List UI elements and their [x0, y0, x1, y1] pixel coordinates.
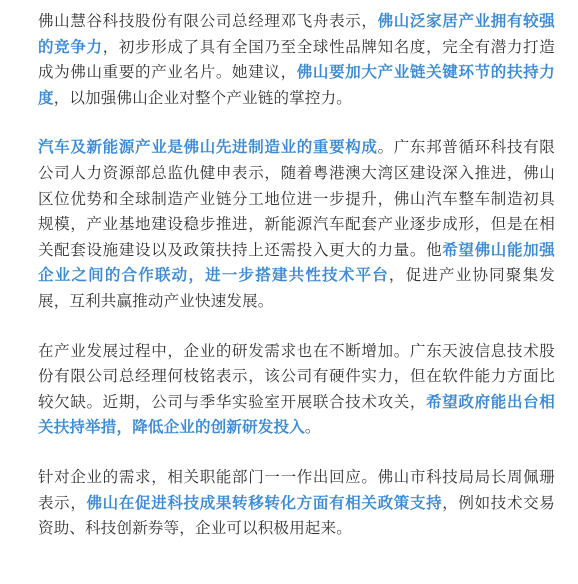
- text-segment: 针对企业的需求，相关职能部门一一作出回应。佛山市科技局局长周佩珊表示，: [38, 467, 555, 512]
- highlighted-text: 佛山要加大产业链关键环节的扶持力度: [38, 63, 555, 107]
- text-segment: ，促进产业协同聚集发展，互利共赢推动产业快速发展。: [38, 266, 555, 310]
- paragraph-2: [38, 135, 555, 314]
- text-segment: 佛山慧谷科技股份有限公司总经理邓飞舟表示，: [38, 12, 378, 30]
- paragraph-3: [38, 339, 555, 441]
- paragraph-4: [38, 465, 555, 542]
- text-segment: 。广东邦普循环科技有限公司人力资源部总监仇健申表示，随着粤港澳大湾区建设深入推进，佛山区位优势和全球制造产业链分工地位进一步提升，佛山汽车整车制造初具规模，产业基地建设稳步推进，新能源汽车配套产业逐步成形，但是在相关配套设施建设以及政策扶持上还需投入更大的力量。他: [38, 138, 556, 259]
- highlighted-text: 希望佛山能加强企业之间的合作联动，进一步搭建共性技术平台: [38, 240, 555, 285]
- text-segment: 。: [304, 418, 321, 437]
- highlighted-text: 佛山泛家居产业拥有较强的竞争力: [38, 12, 556, 56]
- highlighted-text: 希望政府能出台相关扶持举措，降低企业的创新研发投入: [38, 392, 555, 437]
- highlighted-text: 汽车及新能源产业是佛山先进制造业的重要构成: [38, 138, 378, 157]
- text-segment: ，例如技术交易资助、科技创新券等，企业可以积极用起来。: [38, 493, 555, 538]
- text-segment: 在产业发展过程中，企业的研发需求也在不断增加。广东天波信息技术股份有限公司总经理何枝铭表示，该公司有硬件实力，但在软件能力方面比较欠缺。近期，公司与季华实验室开展联合技术攻关，: [38, 341, 555, 411]
- text-segment: ，以加强佛山企业对整个产业链的掌控力。: [53, 88, 353, 107]
- paragraph-1: [38, 9, 555, 111]
- text-segment: ，初步形成了具有全国乃至全球性品牌知名度，完全有潜力打造成为佛山重要的产业名片。她建议，: [38, 37, 555, 82]
- highlighted-text: 佛山在促进科技成果转移转化方面有相关政策支持: [86, 493, 443, 512]
- article-body: [38, 9, 555, 542]
